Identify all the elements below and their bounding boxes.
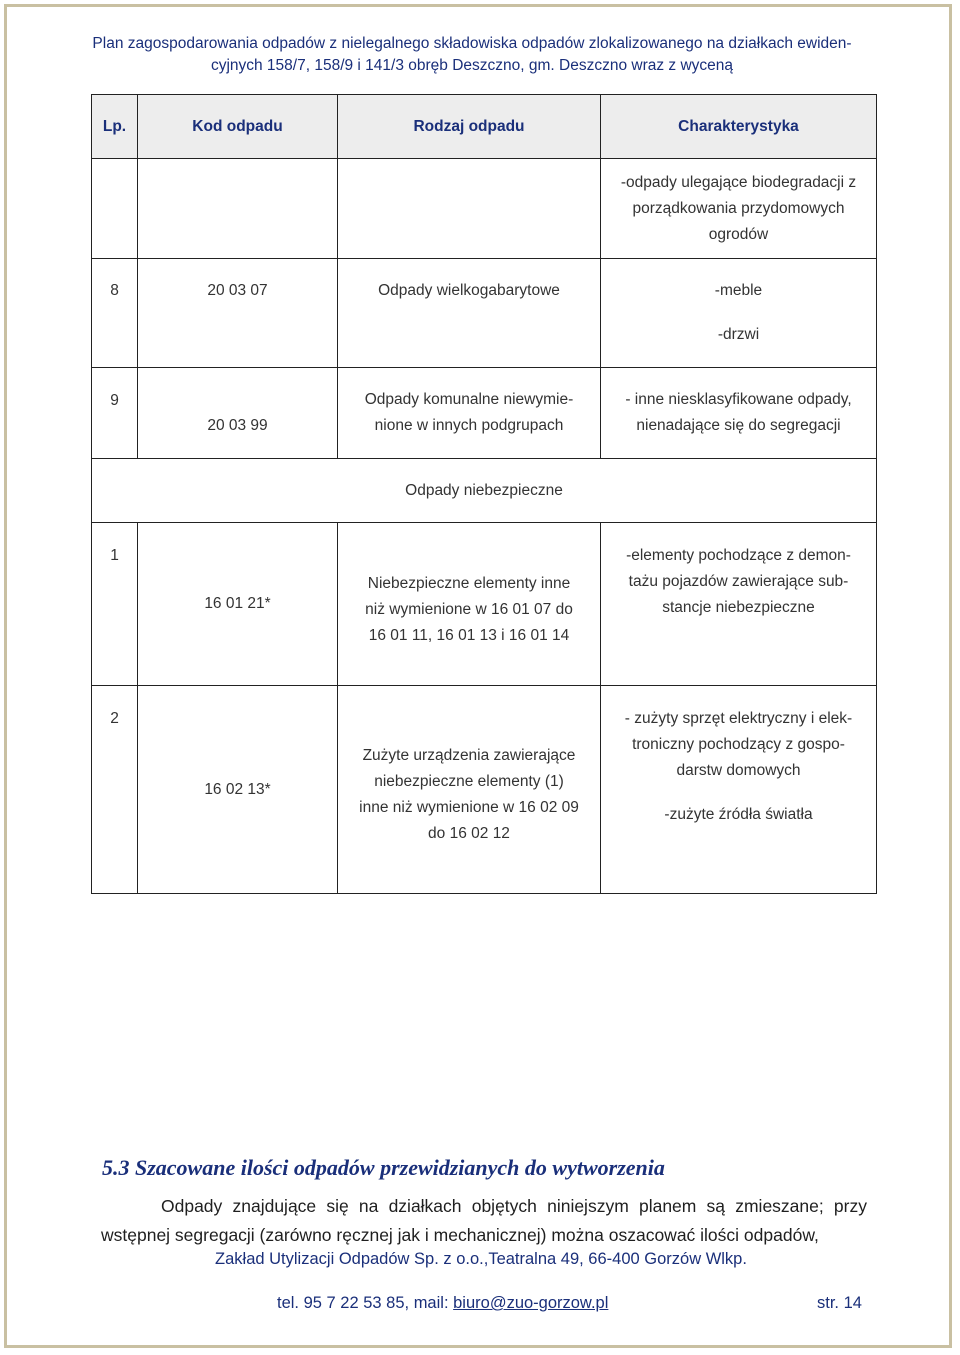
- table-section-row: [92, 459, 877, 523]
- cell-type: Odpady komunalne niewymie- nione w innych podgrupach: [338, 368, 601, 459]
- cell-code: 20 03 99: [138, 368, 338, 459]
- cell-code: 16 01 21*: [138, 523, 338, 686]
- section-label: Odpady niebezpieczne: [92, 459, 877, 523]
- column-header-code: Kod odpadu: [138, 95, 338, 159]
- header-line-2: cyjnych 158/7, 158/9 i 141/3 obręb Deszczno, gm. Deszczno wraz z wyceną: [210, 57, 734, 74]
- footer-phone: tel. 95 7 22 53 85, mail:: [277, 1294, 454, 1312]
- email-link[interactable]: biuro@zuo-gorzow.pl: [453, 1294, 609, 1312]
- cell-characteristics: -meble -drzwi: [601, 259, 877, 368]
- section-heading: 5.3 Szacowane ilości odpadów przewidzianych do wytworzenia: [102, 1155, 665, 1180]
- table-row: [92, 159, 877, 259]
- cell-type: Niebezpieczne elementy inne niż wymienione w 16 01 07 do 16 01 11, 16 01 13 i 16 01 14: [338, 523, 601, 686]
- table-header-row: [92, 95, 877, 159]
- cell-lp: 8: [92, 259, 138, 368]
- page-number: str. 14: [817, 1294, 862, 1312]
- paragraph-line-1: Odpady znajdujące się na działkach objętych niniejszym planem są zmieszane; przy: [161, 1196, 867, 1216]
- column-header-type: Rodzaj odpadu: [338, 95, 601, 159]
- header-line-1: Plan zagospodarowania odpadów z nielegalnego składowiska odpadów zlokalizowanego na działkach ewiden-: [92, 35, 852, 52]
- body-paragraph: [101, 1192, 867, 1250]
- cell-characteristics: -odpady ulegające biodegradacji z porządkowania przydomowych ogrodów: [601, 159, 877, 259]
- cell-type: Odpady wielkogabarytowe: [338, 259, 601, 368]
- cell-type: Zużyte urządzenia zawierające niebezpieczne elementy (1) inne niż wymienione w 16 02 09 do 16 02 12: [338, 686, 601, 894]
- cell-characteristics: - inne niesklasyfikowane odpady, nienadające się do segregacji: [601, 368, 877, 459]
- cell-lp: [92, 159, 138, 259]
- table-row: [92, 686, 877, 894]
- cell-code: [138, 159, 338, 259]
- table-row: [92, 368, 877, 459]
- cell-code: 16 02 13*: [138, 686, 338, 894]
- paragraph-line-2: wstępnej segregacji (zarówno ręcznej jak i mechanicznej) można oszacować ilości odpadów,: [101, 1225, 819, 1245]
- column-header-characteristics: Charakterystyka: [601, 95, 877, 159]
- document-header: [47, 33, 897, 77]
- footer-company: Zakład Utylizacji Odpadów Sp. z o.o.,Teatralna 49, 66-400 Gorzów Wlkp.: [215, 1250, 747, 1268]
- cell-lp: 1: [92, 523, 138, 686]
- cell-lp: 9: [92, 368, 138, 459]
- column-header-lp: Lp.: [92, 95, 138, 159]
- table-row: [92, 523, 877, 686]
- cell-lp: 2: [92, 686, 138, 894]
- footer-contact: [277, 1294, 608, 1313]
- cell-characteristics: - zużyty sprzęt elektryczny i elek- troniczny pochodzący z gospo- darstw domowych -zużyte źródła światła: [601, 686, 877, 894]
- cell-type: [338, 159, 601, 259]
- waste-table: [91, 94, 877, 894]
- cell-code: 20 03 07: [138, 259, 338, 368]
- cell-characteristics: -elementy pochodzące z demon- tażu pojazdów zawierające sub- stancje niebezpieczne: [601, 523, 877, 686]
- table-row: [92, 259, 877, 368]
- document-page: [4, 4, 952, 1348]
